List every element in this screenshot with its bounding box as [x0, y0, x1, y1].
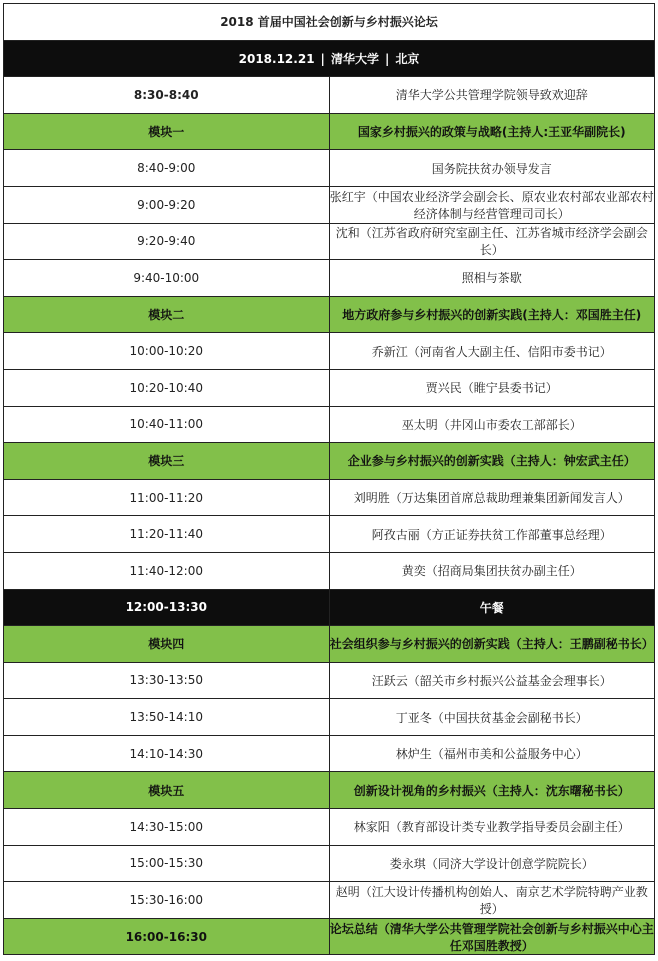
session-content: 国务院扶贫办领导发言 — [329, 150, 655, 187]
session-content: 贾兴民（睢宁县委书记） — [329, 369, 655, 406]
session-time: 10:40-11:00 — [4, 406, 330, 443]
session-content: 乔新江（河南省人大副主任、信阳市委书记） — [329, 333, 655, 370]
module-row — [4, 113, 655, 150]
session-time: 15:30-16:00 — [4, 882, 330, 919]
session-content: 沈和（江苏省政府研究室副主任、江苏省城市经济学会副会长） — [329, 223, 655, 260]
separator-2: | — [384, 51, 390, 66]
session-time: 10:00-10:20 — [4, 333, 330, 370]
module-title: 创新设计视角的乡村振兴（主持人：沈东曙秘书长） — [329, 772, 655, 809]
session-time: 11:00-11:20 — [4, 479, 330, 516]
session-row — [4, 809, 655, 846]
module-label: 16:00-16:30 — [4, 918, 330, 955]
session-content: 林炉生（福州市美和公益服务中心） — [329, 735, 655, 772]
session-time: 9:20-9:40 — [4, 223, 330, 260]
module-row — [4, 443, 655, 480]
session-time: 13:50-14:10 — [4, 699, 330, 736]
session-time: 14:10-14:30 — [4, 735, 330, 772]
module-label: 模块三 — [4, 443, 330, 480]
session-content: 巫太明（井冈山市委农工部部长） — [329, 406, 655, 443]
session-row — [4, 845, 655, 882]
title-row — [4, 4, 655, 41]
session-row — [4, 516, 655, 553]
module-row — [4, 772, 655, 809]
agenda-document — [3, 3, 655, 955]
module-row — [4, 626, 655, 663]
module-title: 企业参与乡村振兴的创新实践（主持人：钟宏武主任） — [329, 443, 655, 480]
session-row — [4, 260, 655, 297]
session-content: 黄奕（招商局集团扶贫办副主任） — [329, 552, 655, 589]
session-content: 赵明（江大设计传播机构创始人、南京艺术学院特聘产业教授） — [329, 882, 655, 919]
session-row — [4, 735, 655, 772]
session-time: 12:00-13:30 — [4, 589, 330, 626]
session-row — [4, 882, 655, 919]
forum-title: 2018 首届中国社会创新与乡村振兴论坛 — [4, 4, 655, 41]
session-content: 林家阳（教育部设计类专业教学指导委员会副主任） — [329, 809, 655, 846]
session-row — [4, 77, 655, 114]
module-row — [4, 918, 655, 955]
separator-1: | — [320, 51, 325, 66]
session-time: 11:40-12:00 — [4, 552, 330, 589]
session-content: 娄永琪（同济大学设计创意学院院长） — [329, 845, 655, 882]
session-time: 15:00-15:30 — [4, 845, 330, 882]
module-title: 社会组织参与乡村振兴的创新实践（主持人：王鹏副秘书长） — [329, 626, 655, 663]
session-row — [4, 223, 655, 260]
event-date: 2018.12.21 — [238, 51, 315, 66]
session-time: 9:40-10:00 — [4, 260, 330, 297]
session-content: 汪跃云（韶关市乡村振兴公益基金会理事长） — [329, 662, 655, 699]
session-content: 刘明胜（万达集团首席总裁助理兼集团新闻发言人） — [329, 479, 655, 516]
session-time: 8:30-8:40 — [4, 77, 330, 114]
module-title: 地方政府参与乡村振兴的创新实践(主持人：邓国胜主任) — [329, 296, 655, 333]
session-content: 张红宇（中国农业经济学会副会长、原农业农村部农业部农村经济体制与经营管理司司长） — [329, 186, 655, 223]
session-content: 丁亚冬（中国扶贫基金会副秘书长） — [329, 699, 655, 736]
event-city: 北京 — [395, 51, 420, 66]
module-label: 模块一 — [4, 113, 330, 150]
agenda-table — [3, 3, 655, 955]
session-content: 照相与茶歇 — [329, 260, 655, 297]
session-row — [4, 150, 655, 187]
event-venue: 清华大学 — [330, 51, 379, 66]
module-label: 模块五 — [4, 772, 330, 809]
session-row — [4, 333, 655, 370]
break-row — [4, 589, 655, 626]
module-row — [4, 296, 655, 333]
session-content: 清华大学公共管理学院领导致欢迎辞 — [329, 77, 655, 114]
session-time: 8:40-9:00 — [4, 150, 330, 187]
module-title: 国家乡村振兴的政策与战略(主持人:王亚华副院长) — [329, 113, 655, 150]
session-time: 10:20-10:40 — [4, 369, 330, 406]
date-venue-row — [4, 40, 655, 77]
session-time: 13:30-13:50 — [4, 662, 330, 699]
module-label: 模块二 — [4, 296, 330, 333]
session-content: 午餐 — [329, 589, 655, 626]
session-row — [4, 699, 655, 736]
session-row — [4, 479, 655, 516]
session-content: 阿孜古丽（方正证券扶贫工作部董事总经理） — [329, 516, 655, 553]
session-time: 14:30-15:00 — [4, 809, 330, 846]
session-row — [4, 369, 655, 406]
module-label: 模块四 — [4, 626, 330, 663]
session-time: 9:00-9:20 — [4, 186, 330, 223]
session-row — [4, 406, 655, 443]
session-row — [4, 552, 655, 589]
session-row — [4, 662, 655, 699]
session-row — [4, 186, 655, 223]
session-time: 11:20-11:40 — [4, 516, 330, 553]
module-title: 论坛总结（清华大学公共管理学院社会创新与乡村振兴中心主任邓国胜教授） — [329, 918, 655, 955]
date-venue-cell — [4, 40, 655, 77]
